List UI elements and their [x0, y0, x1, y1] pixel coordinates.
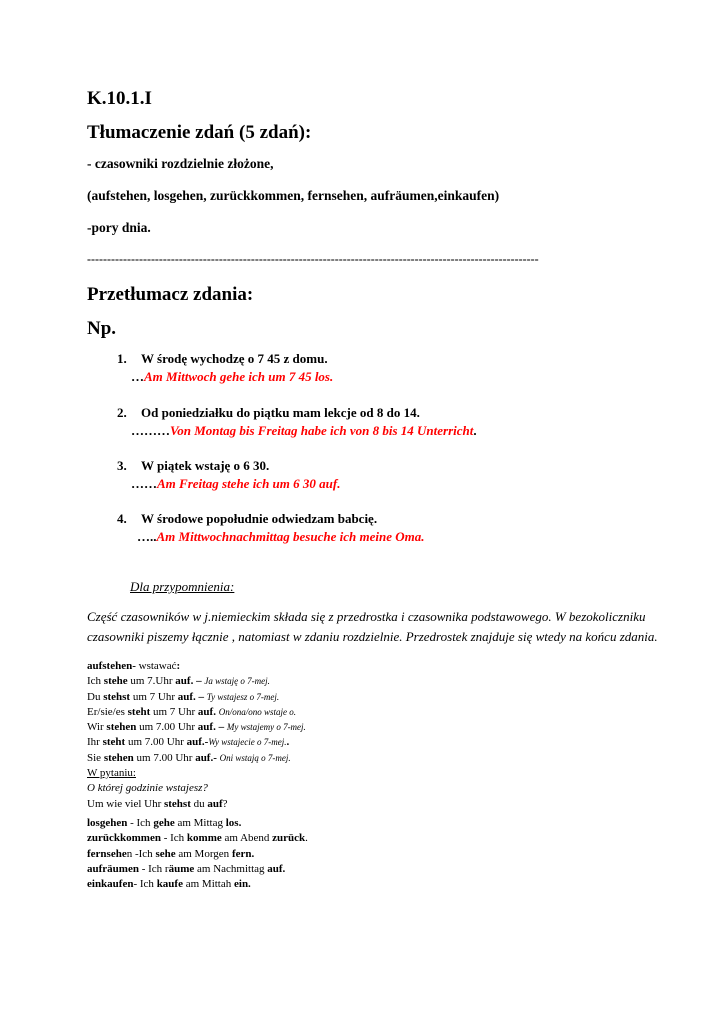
- pronoun: - Ich: [127, 817, 154, 829]
- prefix: ein.: [234, 878, 251, 891]
- example-question: Od poniedziałku do piątku mam lekcje od 8 do 14.: [141, 405, 420, 420]
- verb-example: [87, 831, 308, 846]
- time-phrase: um 7.00 Uhr: [136, 721, 198, 734]
- example-answer-line: [131, 368, 333, 386]
- verb-form: komme: [186, 832, 222, 845]
- task-heading: Przetłumacz zdania:: [87, 284, 254, 305]
- conjugation-heading: [87, 659, 306, 674]
- heading-colon: :: [176, 660, 181, 672]
- dash: –: [215, 721, 227, 734]
- example-question: W piątek wstaję o 6 30.: [141, 458, 270, 473]
- question-german: [87, 797, 306, 812]
- infinitive: aufräumen: [87, 862, 139, 875]
- answer-dots: ……: [131, 476, 157, 491]
- example-answer-line: [137, 528, 424, 546]
- example-answer-line: [131, 475, 340, 493]
- verb-example: [87, 816, 308, 831]
- prefix: auf.: [177, 690, 196, 703]
- translation: Ty wstajesz o 7-mej.: [206, 691, 280, 702]
- row-end: .: [286, 736, 290, 749]
- answer-tail: .: [473, 423, 477, 438]
- infinitive: fernsehe: [87, 847, 127, 860]
- document-code: K.10.1.I: [87, 88, 152, 109]
- pronoun: - Ich: [160, 832, 187, 845]
- prefix: auf.-: [186, 736, 209, 749]
- time-phrase: um 7.00 Uhr: [125, 736, 187, 749]
- pronoun: Ihr: [87, 736, 103, 749]
- pronoun: - Ich r: [138, 862, 169, 875]
- time-phrase: um 7 Uhr: [130, 690, 178, 703]
- example-number: 4.: [117, 511, 127, 526]
- example-answer: Am Mittwoch gehe ich um 7 45 los.: [144, 369, 334, 384]
- question-label: W pytaniu:: [87, 767, 136, 780]
- example-number: 3.: [117, 458, 127, 473]
- time-phrase: am Abend: [221, 832, 273, 845]
- verb-form: gehe: [153, 817, 175, 829]
- verb-form: steht: [102, 736, 126, 749]
- separator-line: -----------------------------------------------------------------------------------------------------------------: [87, 252, 539, 266]
- conjugation-block: [87, 659, 306, 812]
- translation: My wstajemy o 7-mej.: [226, 722, 306, 733]
- heading-verb: aufstehen-: [87, 660, 136, 672]
- prefix: los.: [225, 817, 242, 829]
- translation: Oni wstają o 7-mej.: [219, 752, 291, 763]
- infinitive: einkaufen: [87, 878, 134, 891]
- time-phrase: um 7.Uhr: [127, 675, 176, 688]
- verb-example: [87, 862, 308, 877]
- pronoun: Sie: [87, 751, 104, 764]
- conjugation-row: [87, 735, 306, 750]
- translation: Wy wstajecie o 7-mej.: [208, 737, 287, 748]
- conjugation-row: [87, 690, 306, 705]
- verb-form: stehst: [103, 690, 131, 703]
- prefix: auf: [207, 797, 223, 810]
- question-polish: O której godzinie wstajesz?: [87, 782, 208, 795]
- dash: –: [195, 690, 207, 703]
- time-phrase: am Morgen: [175, 847, 232, 860]
- time-phrase: am Mittah: [182, 878, 234, 891]
- pronoun: n -Ich: [126, 847, 156, 860]
- pronoun: - Ich: [133, 878, 157, 891]
- topic-line-2: (aufstehen, losgehen, zurückkommen, fernsehen, aufräumen,einkaufen): [87, 188, 500, 203]
- example-number: 2.: [117, 405, 127, 420]
- topic-line-1: - czasowniki rozdzielnie złożone,: [87, 156, 274, 171]
- verbs-block: [87, 816, 308, 892]
- time-phrase: um 7.00 Uhr: [133, 751, 196, 764]
- time-phrase: um 7 Uhr: [150, 705, 198, 718]
- reminder-title: Dla przypomnienia:: [130, 579, 235, 594]
- infinitive: losgehen: [87, 817, 128, 829]
- prefix: auf.: [197, 721, 216, 734]
- answer-dots: …: [131, 369, 144, 384]
- verb-example: [87, 877, 308, 892]
- conjugation-row: [87, 705, 306, 720]
- prefix: zurück: [272, 832, 306, 845]
- translation: On/ona/ono wstaje o.: [218, 706, 296, 717]
- conjugation-row: [87, 720, 306, 735]
- answer-dots: ………: [131, 423, 170, 438]
- question-start: Um wie viel Uhr: [87, 797, 164, 810]
- example-question: W środę wychodzę o 7 45 z domu.: [141, 351, 328, 366]
- time-phrase: am Mittag: [174, 817, 226, 829]
- verb-form: steht: [127, 705, 151, 718]
- verb-form: kaufe: [156, 878, 183, 891]
- prefix: auf.: [197, 705, 216, 718]
- reminder-text: Część czasowników w j.niemieckim składa się z przedrostka i czasownika podstawowego. W bezokoliczniku czasowniki piszemy łącznie , natomiast w zdaniu rozdzielnie. Przedrostek znajduje się wtedy na końcu zdania.: [87, 609, 658, 644]
- conjugation-row: [87, 751, 306, 766]
- example-label: Np.: [87, 318, 117, 339]
- example-answer: Von Montag bis Freitag habe ich von 8 bis 14 Unterricht: [170, 423, 474, 438]
- topic-line-3: -pory dnia.: [87, 220, 151, 235]
- prefix: auf.: [175, 675, 194, 688]
- pronoun: Ich: [87, 675, 104, 688]
- document-title: Tłumaczenie zdań (5 zdań):: [87, 122, 312, 143]
- example-answer-line: [131, 422, 477, 440]
- prefix: auf.-: [195, 751, 217, 764]
- infinitive: zurückkommen: [87, 832, 161, 845]
- verb-example: [87, 847, 308, 862]
- verb-form: stehen: [103, 751, 134, 764]
- heading-meaning: wstawać: [135, 660, 177, 672]
- example-number: 1.: [117, 351, 127, 366]
- sentence-end: .: [305, 832, 308, 845]
- verb-form: äume: [168, 862, 195, 875]
- prefix: fern.: [231, 847, 255, 860]
- time-phrase: am Nachmittag: [194, 862, 268, 875]
- conjugation-row: [87, 674, 306, 689]
- example-answer: Am Freitag stehe ich um 6 30 auf.: [157, 476, 341, 491]
- pronoun: du: [190, 797, 208, 810]
- pronoun: Er/sie/es: [87, 705, 128, 718]
- verb-form: stehst: [163, 797, 191, 810]
- verb-form: stehen: [106, 721, 137, 734]
- answer-dots: …..: [137, 529, 157, 544]
- verb-form: stehe: [103, 675, 128, 688]
- example-question: W środowe popołudnie odwiedzam babcię.: [141, 511, 378, 526]
- prefix: auf.: [267, 862, 286, 875]
- example-answer: Am Mittwochnachmittag besuche ich meine Oma.: [156, 529, 425, 544]
- pronoun: Du: [87, 690, 104, 703]
- dash: –: [193, 675, 205, 688]
- verb-form: sehe: [155, 847, 176, 860]
- pronoun: Wir: [87, 721, 107, 734]
- question-mark: ?: [222, 797, 228, 810]
- translation: Ja wstaję o 7-mej.: [204, 676, 270, 687]
